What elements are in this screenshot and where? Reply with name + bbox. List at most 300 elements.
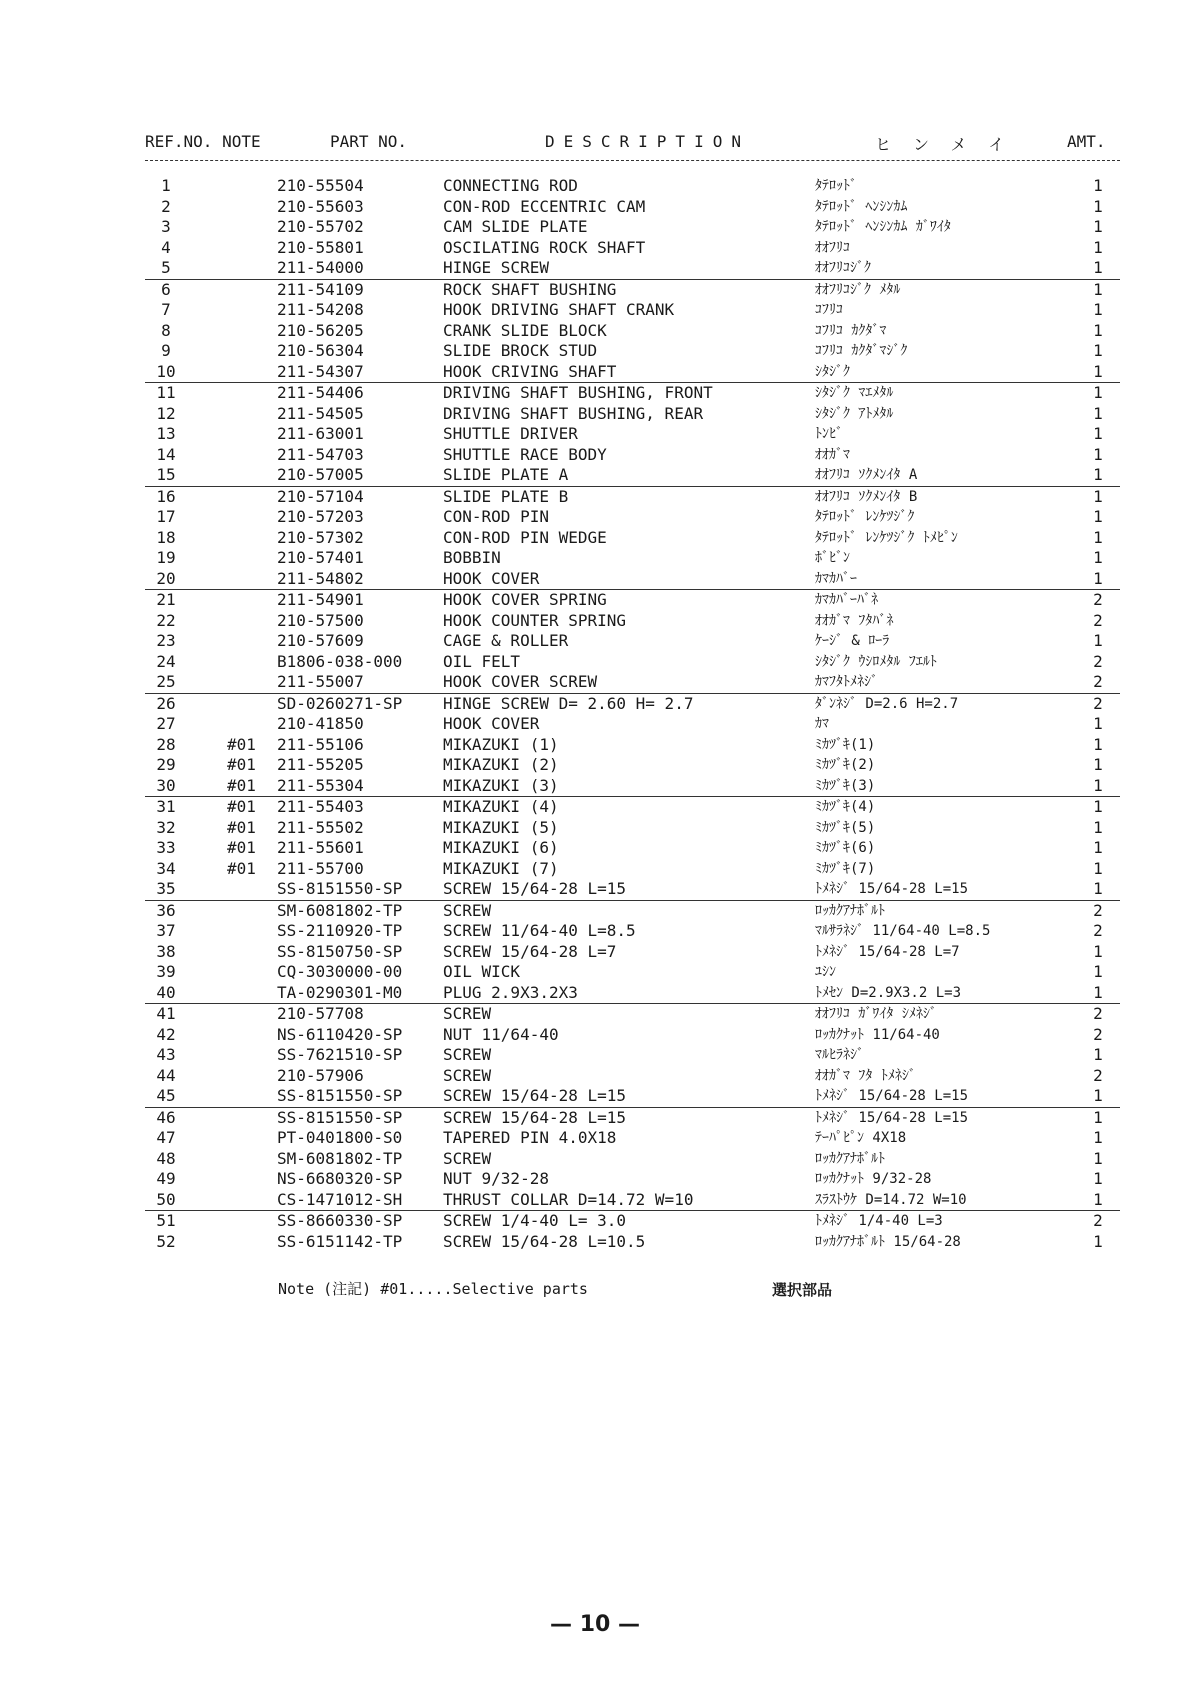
header-description: DESCRIPTION — [545, 132, 750, 151]
part-no-cell: 210-57708 — [277, 1004, 364, 1023]
amount-cell: 1 — [1093, 237, 1103, 257]
footnote-japanese: 選択部品 — [772, 1281, 833, 1299]
part-no-cell: SS-8151550-SP — [277, 1086, 403, 1105]
description-cell: PLUG 2.9X3.2X3 — [443, 982, 578, 1002]
ref-no-cell: 32 — [156, 817, 176, 837]
table-row — [145, 528, 1120, 549]
table-row — [145, 1169, 1120, 1190]
description-cell: HOOK DRIVING SHAFT CRANK — [443, 300, 675, 319]
kana-name-cell: ﾐｶﾂﾞｷ(1) — [815, 736, 876, 753]
table-row — [145, 238, 1120, 259]
amount-cell: 1 — [1093, 1189, 1103, 1209]
kana-name-cell: ｵｵﾌﾘｺ ｿｸﾒﾝｲﾀ A — [815, 467, 918, 483]
kana-name-cell: ﾄﾒﾈｼﾞ 15/64-28 L=15 — [815, 1109, 969, 1126]
part-no-cell: 210-57005 — [277, 465, 364, 484]
ref-no-cell: 38 — [156, 941, 176, 961]
amount-cell: 1 — [1093, 734, 1103, 754]
table-row — [145, 280, 1120, 301]
kana-name-cell: ｶﾏﾌﾀﾄﾒﾈｼﾞ — [815, 674, 878, 690]
ref-no-cell: 24 — [156, 651, 176, 671]
part-no-cell: 211-55106 — [277, 734, 364, 754]
part-no-cell: 211-54901 — [277, 590, 364, 609]
ref-no-cell: 25 — [156, 672, 176, 691]
part-no-cell: 211-55700 — [277, 858, 364, 878]
amount-cell: 1 — [1093, 507, 1103, 526]
kana-name-cell: ﾏﾙｻﾗﾈｼﾞ 11/64-40 L=8.5 — [815, 923, 991, 939]
table-row — [145, 797, 1120, 818]
table-row — [145, 611, 1120, 632]
table-row — [145, 672, 1120, 694]
kana-name-cell: ｶﾏｶﾊﾞｰ — [815, 570, 857, 587]
kana-name-cell: ﾎﾞﾋﾞﾝ — [815, 550, 850, 566]
table-row — [145, 1232, 1120, 1253]
kana-name-cell: ﾛｯｶｸﾅｯﾄ 9/32-28 — [815, 1171, 932, 1187]
table-row — [145, 569, 1120, 591]
amount-cell: 1 — [1093, 775, 1103, 795]
description-cell: SHUTTLE RACE BODY — [443, 444, 607, 464]
ref-no-cell: 5 — [161, 258, 171, 277]
part-no-cell: 211-55205 — [277, 755, 364, 774]
table-row — [145, 859, 1120, 880]
part-no-cell: SS-8151550-SP — [277, 1107, 403, 1127]
ref-no-cell: 40 — [156, 982, 176, 1002]
ref-no-cell: 49 — [156, 1169, 176, 1188]
description-cell: HOOK CRIVING SHAFT — [443, 361, 617, 381]
ref-no-cell: 14 — [156, 444, 176, 464]
table-row — [145, 300, 1120, 321]
table-row — [145, 321, 1120, 342]
description-cell: CONNECTING ROD — [443, 176, 578, 195]
ref-no-cell: 41 — [156, 1004, 176, 1023]
ref-no-cell: 17 — [156, 507, 176, 526]
amount-cell: 1 — [1093, 568, 1103, 588]
part-no-cell: SS-8151550-SP — [277, 879, 403, 898]
kana-name-cell: ｹｰｼﾞ & ﾛｰﾗ — [815, 633, 890, 649]
part-no-cell: NS-6110420-SP — [277, 1024, 403, 1044]
table-row — [145, 1004, 1120, 1025]
part-no-cell: SS-6151142-TP — [277, 1231, 403, 1251]
amount-cell: 1 — [1093, 217, 1103, 236]
kana-name-cell: ﾛｯｶｸﾅｯﾄ 11/64-40 — [815, 1026, 940, 1043]
kana-name-cell: ﾀﾃﾛｯﾄﾞ ﾍﾝｼﾝｶﾑ ｶﾞﾜｲﾀ — [815, 219, 951, 235]
part-no-cell: B1806-038-000 — [277, 651, 403, 671]
parts-table — [145, 176, 1120, 1252]
table-row — [145, 1086, 1120, 1108]
amount-cell: 1 — [1093, 941, 1103, 961]
amount-cell: 1 — [1093, 548, 1103, 567]
kana-name-cell: ｺﾌﾘｺ ｶｸﾀﾞﾏ — [815, 322, 887, 339]
description-cell: SCREW 11/64-40 L=8.5 — [443, 921, 636, 940]
part-no-cell: 210-55702 — [277, 217, 364, 236]
table-row — [145, 818, 1120, 839]
kana-name-cell: ﾄﾒﾈｼﾞ 15/64-28 L=15 — [815, 1088, 969, 1104]
part-no-cell: SM-6081802-TP — [277, 900, 403, 920]
kana-name-cell: ｶﾏ — [815, 716, 829, 732]
table-row — [145, 465, 1120, 487]
table-row — [145, 735, 1120, 756]
ref-no-cell: 46 — [156, 1107, 176, 1127]
amount-cell: 1 — [1093, 424, 1103, 443]
table-row — [145, 694, 1120, 715]
description-cell: HOOK COVER — [443, 568, 540, 588]
amount-cell: 1 — [1093, 879, 1103, 898]
description-cell: HOOK COUNTER SPRING — [443, 610, 627, 630]
description-cell: MIKAZUKI (6) — [443, 838, 559, 857]
table-row — [145, 445, 1120, 466]
description-cell: SCREW 15/64-28 L=15 — [443, 1107, 627, 1127]
description-cell: SLIDE PLATE B — [443, 486, 569, 506]
description-cell: SCREW — [443, 1065, 492, 1085]
amount-cell: 2 — [1093, 1211, 1103, 1230]
part-no-cell: 210-57500 — [277, 610, 364, 630]
ref-no-cell: 44 — [156, 1065, 176, 1085]
table-row — [145, 341, 1120, 362]
table-row — [145, 921, 1120, 942]
kana-name-cell: ｵｵﾌﾘｺｼﾞｸ — [815, 260, 871, 276]
page-number: — 10 — — [550, 1612, 640, 1637]
table-row — [145, 176, 1120, 197]
kana-name-cell: ﾀﾃﾛｯﾄﾞ — [815, 178, 857, 194]
part-no-cell: 210-57401 — [277, 548, 364, 567]
kana-name-cell: ｺﾌﾘｺ ｶｸﾀﾞﾏｼﾞｸ — [815, 343, 908, 359]
amount-cell: 2 — [1093, 921, 1103, 940]
note-cell: #01 — [227, 858, 256, 878]
kana-name-cell: ｵｵｶﾞﾏ ﾌﾀ ﾄﾒﾈｼﾞ — [815, 1067, 916, 1084]
part-no-cell: 211-54802 — [277, 568, 364, 588]
description-cell: CAGE & ROLLER — [443, 631, 569, 650]
amount-cell: 2 — [1093, 1065, 1103, 1085]
amount-cell: 1 — [1093, 631, 1103, 650]
amount-cell: 1 — [1093, 258, 1103, 277]
part-no-cell: 210-56205 — [277, 320, 364, 340]
part-no-cell: 210-56304 — [277, 341, 364, 360]
amount-cell: 1 — [1093, 982, 1103, 1002]
kana-name-cell: ﾐｶﾂﾞｷ(6) — [815, 840, 876, 856]
kana-name-cell: ﾛｯｶｸｱﾅﾎﾞﾙﾄ 15/64-28 — [815, 1233, 961, 1250]
note-cell: #01 — [227, 775, 256, 795]
table-row — [145, 879, 1120, 901]
amount-cell: 1 — [1093, 1169, 1103, 1188]
ref-no-cell: 15 — [156, 465, 176, 484]
table-row — [145, 1066, 1120, 1087]
description-cell: SCREW — [443, 1004, 492, 1023]
note-cell: #01 — [227, 734, 256, 754]
ref-no-cell: 33 — [156, 838, 176, 857]
part-no-cell: SS-2110920-TP — [277, 921, 403, 940]
description-cell: OIL WICK — [443, 962, 521, 981]
description-cell: SCREW 1/4-40 L= 3.0 — [443, 1211, 627, 1230]
part-no-cell: 211-54505 — [277, 403, 364, 423]
description-cell: SLIDE BROCK STUD — [443, 341, 598, 360]
part-no-cell: 210-57906 — [277, 1065, 364, 1085]
ref-no-cell: 13 — [156, 424, 176, 443]
description-cell: SCREW 15/64-28 L=7 — [443, 941, 617, 961]
ref-no-cell: 11 — [156, 383, 176, 402]
ref-no-cell: 28 — [156, 734, 176, 754]
ref-no-cell: 35 — [156, 879, 176, 898]
header-divider — [145, 160, 1120, 161]
table-row — [145, 755, 1120, 776]
table-row — [145, 548, 1120, 569]
header-ref-note: REF.NO. NOTE — [145, 132, 261, 151]
description-cell: SLIDE PLATE A — [443, 465, 569, 484]
part-no-cell: SM-6081802-TP — [277, 1148, 403, 1168]
kana-name-cell: ｼﾀｼﾞｸ ｱﾄﾒﾀﾙ — [815, 405, 894, 422]
description-cell: ROCK SHAFT BUSHING — [443, 279, 617, 299]
table-row — [145, 1108, 1120, 1129]
amount-cell: 1 — [1093, 486, 1103, 506]
kana-name-cell: ﾐｶﾂﾞｷ(2) — [815, 757, 876, 773]
description-cell: MIKAZUKI (2) — [443, 755, 559, 774]
amount-cell: 1 — [1093, 527, 1103, 547]
amount-cell: 1 — [1093, 755, 1103, 774]
amount-cell: 1 — [1093, 403, 1103, 423]
part-no-cell: 211-63001 — [277, 424, 364, 443]
kana-name-cell: ｽﾗｽﾄｳｹ D=14.72 W=10 — [815, 1191, 967, 1208]
note-cell: #01 — [227, 838, 256, 857]
amount-cell: 2 — [1093, 672, 1103, 691]
table-row — [145, 776, 1120, 798]
kana-name-cell: ﾐｶﾂﾞｷ(7) — [815, 860, 876, 877]
table-row — [145, 1025, 1120, 1046]
ref-no-cell: 23 — [156, 631, 176, 650]
kana-name-cell: ｼﾀｼﾞｸ ｳｼﾛﾒﾀﾙ ﾌｴﾙﾄ — [815, 653, 937, 670]
kana-name-cell: ﾏﾙﾋﾗﾈｼﾞ — [815, 1047, 864, 1063]
kana-name-cell: ﾄﾝﾋﾞ — [815, 426, 843, 442]
description-cell: OIL FELT — [443, 651, 521, 671]
ref-no-cell: 7 — [161, 300, 171, 319]
description-cell: SCREW — [443, 1045, 492, 1064]
part-no-cell: CS-1471012-SH — [277, 1189, 403, 1209]
amount-cell: 1 — [1093, 383, 1103, 402]
part-no-cell: 211-54109 — [277, 279, 364, 299]
kana-name-cell: ﾃｰﾊﾟﾋﾟﾝ 4X18 — [815, 1130, 907, 1146]
ref-no-cell: 37 — [156, 921, 176, 940]
amount-cell: 1 — [1093, 444, 1103, 464]
amount-cell: 1 — [1093, 1086, 1103, 1105]
kana-name-cell: ｺﾌﾘｺ — [815, 302, 843, 318]
kana-name-cell: ﾐｶﾂﾞｷ(3) — [815, 777, 876, 794]
header-amount: AMT. — [1067, 132, 1106, 151]
kana-name-cell: ｼﾀｼﾞｸ — [815, 363, 850, 380]
ref-no-cell: 42 — [156, 1024, 176, 1044]
description-cell: BOBBIN — [443, 548, 501, 567]
description-cell: SCREW — [443, 900, 492, 920]
part-no-cell: PT-0401800-S0 — [277, 1128, 403, 1147]
amount-cell: 1 — [1093, 465, 1103, 484]
amount-cell: 1 — [1093, 1045, 1103, 1064]
ref-no-cell: 50 — [156, 1189, 176, 1209]
kana-name-cell: ﾛｯｶｸｱﾅﾎﾞﾙﾄ — [815, 902, 885, 919]
note-cell: #01 — [227, 755, 256, 774]
amount-cell: 1 — [1093, 962, 1103, 981]
ref-no-cell: 48 — [156, 1148, 176, 1168]
kana-name-cell: ﾐｶﾂﾞｷ(4) — [815, 799, 876, 815]
part-no-cell: 211-54406 — [277, 383, 364, 402]
description-cell: MIKAZUKI (7) — [443, 858, 559, 878]
part-no-cell: 211-54000 — [277, 258, 364, 277]
part-no-cell: TA-0290301-M0 — [277, 982, 403, 1002]
description-cell: TAPERED PIN 4.0X18 — [443, 1128, 617, 1147]
part-no-cell: 210-55801 — [277, 237, 364, 257]
description-cell: HOOK COVER SPRING — [443, 590, 607, 609]
description-cell: SHUTTLE DRIVER — [443, 424, 578, 443]
table-row — [145, 1128, 1120, 1149]
part-no-cell: SS-8660330-SP — [277, 1211, 403, 1230]
amount-cell: 2 — [1093, 900, 1103, 920]
kana-name-cell: ｵｵﾌﾘｺ ｿｸﾒﾝｲﾀ B — [815, 488, 918, 505]
description-cell: MIKAZUKI (4) — [443, 797, 559, 816]
description-cell: CON-ROD PIN — [443, 507, 549, 526]
part-no-cell: 211-54208 — [277, 300, 364, 319]
table-row — [145, 1211, 1120, 1232]
ref-no-cell: 10 — [156, 361, 176, 381]
ref-no-cell: 12 — [156, 403, 176, 423]
part-no-cell: 210-57302 — [277, 527, 364, 547]
ref-no-cell: 36 — [156, 900, 176, 920]
table-row — [145, 901, 1120, 922]
amount-cell: 1 — [1093, 279, 1103, 299]
kana-name-cell: ﾄﾒﾈｼﾞ 15/64-28 L=15 — [815, 881, 969, 897]
part-no-cell: 210-57104 — [277, 486, 364, 506]
part-no-cell: 211-55007 — [277, 672, 364, 691]
part-no-cell: SS-8150750-SP — [277, 941, 403, 961]
part-no-cell: 211-55601 — [277, 838, 364, 857]
amount-cell: 2 — [1093, 610, 1103, 630]
ref-no-cell: 51 — [156, 1211, 176, 1230]
table-row — [145, 838, 1120, 859]
kana-name-cell: ﾄﾒｾﾝ D=2.9X3.2 L=3 — [815, 984, 962, 1001]
amount-cell: 1 — [1093, 341, 1103, 360]
description-cell: OSCILATING ROCK SHAFT — [443, 237, 646, 257]
ref-no-cell: 8 — [161, 320, 171, 340]
amount-cell: 2 — [1093, 1004, 1103, 1023]
kana-name-cell: ﾀﾃﾛｯﾄﾞ ﾚﾝｹﾂｼﾞｸ ﾄﾒﾋﾟﾝ — [815, 529, 958, 546]
description-cell: DRIVING SHAFT BUSHING, FRONT — [443, 383, 713, 402]
part-no-cell: 210-41850 — [277, 714, 364, 733]
amount-cell: 1 — [1093, 320, 1103, 340]
ref-no-cell: 3 — [161, 217, 171, 236]
description-cell: SCREW 15/64-28 L=15 — [443, 1086, 627, 1105]
ref-no-cell: 2 — [161, 196, 171, 216]
description-cell: MIKAZUKI (1) — [443, 734, 559, 754]
amount-cell: 1 — [1093, 1107, 1103, 1127]
amount-cell: 1 — [1093, 176, 1103, 195]
amount-cell: 1 — [1093, 1231, 1103, 1251]
part-no-cell: 211-54703 — [277, 444, 364, 464]
table-row — [145, 631, 1120, 652]
amount-cell: 2 — [1093, 693, 1103, 713]
part-no-cell: CQ-3030000-00 — [277, 962, 403, 981]
description-cell: NUT 11/64-40 — [443, 1024, 559, 1044]
amount-cell: 1 — [1093, 858, 1103, 878]
table-row — [145, 197, 1120, 218]
ref-no-cell: 22 — [156, 610, 176, 630]
kana-name-cell: ﾀﾃﾛｯﾄﾞ ﾍﾝｼﾝｶﾑ — [815, 198, 908, 215]
part-no-cell: 210-55603 — [277, 196, 364, 216]
description-cell: CON-ROD ECCENTRIC CAM — [443, 196, 646, 216]
kana-name-cell: ｼﾀｼﾞｸ ﾏｴﾒﾀﾙ — [815, 385, 894, 401]
table-row — [145, 962, 1120, 983]
description-cell: MIKAZUKI (5) — [443, 817, 559, 837]
description-cell: HOOK COVER — [443, 714, 540, 733]
part-no-cell: 211-55304 — [277, 775, 364, 795]
table-row — [145, 424, 1120, 445]
ref-no-cell: 16 — [156, 486, 176, 506]
amount-cell: 1 — [1093, 361, 1103, 381]
ref-no-cell: 45 — [156, 1086, 176, 1105]
table-row — [145, 1149, 1120, 1170]
description-cell: SCREW 15/64-28 L=15 — [443, 879, 627, 898]
ref-no-cell: 39 — [156, 962, 176, 981]
table-row — [145, 590, 1120, 611]
ref-no-cell: 4 — [161, 237, 171, 257]
amount-cell: 1 — [1093, 196, 1103, 216]
table-row — [145, 217, 1120, 238]
part-no-cell: NS-6680320-SP — [277, 1169, 403, 1188]
table-row — [145, 383, 1120, 404]
part-no-cell: 211-55502 — [277, 817, 364, 837]
table-row — [145, 404, 1120, 425]
ref-no-cell: 26 — [156, 693, 176, 713]
table-row — [145, 942, 1120, 963]
kana-name-cell: ﾄﾒﾈｼﾞ 1/4-40 L=3 — [815, 1213, 943, 1229]
ref-no-cell: 52 — [156, 1231, 176, 1251]
part-no-cell: 211-55403 — [277, 797, 364, 816]
table-row — [145, 983, 1120, 1005]
amount-cell: 2 — [1093, 651, 1103, 671]
header-part-no: PART NO. — [330, 132, 408, 151]
table-row — [145, 487, 1120, 508]
part-no-cell: 210-55504 — [277, 176, 364, 195]
part-no-cell: 211-54307 — [277, 361, 364, 381]
amount-cell: 1 — [1093, 300, 1103, 319]
kana-name-cell: ﾀﾞﾝﾈｼﾞ D=2.6 H=2.7 — [815, 695, 959, 712]
note-cell: #01 — [227, 797, 256, 816]
kana-name-cell: ﾛｯｶｸｱﾅﾎﾞﾙﾄ — [815, 1150, 885, 1167]
part-no-cell: 210-57609 — [277, 631, 364, 650]
part-no-cell: SS-7621510-SP — [277, 1045, 403, 1064]
table-row — [145, 258, 1120, 280]
description-cell: CAM SLIDE PLATE — [443, 217, 588, 236]
amount-cell: 1 — [1093, 797, 1103, 816]
description-cell: MIKAZUKI (3) — [443, 775, 559, 795]
ref-no-cell: 43 — [156, 1045, 176, 1064]
amount-cell: 1 — [1093, 817, 1103, 837]
ref-no-cell: 6 — [161, 279, 171, 299]
amount-cell: 2 — [1093, 1024, 1103, 1044]
description-cell: THRUST COLLAR D=14.72 W=10 — [443, 1189, 694, 1209]
ref-no-cell: 19 — [156, 548, 176, 567]
part-no-cell: SD-0260271-SP — [277, 693, 403, 713]
description-cell: HINGE SCREW D= 2.60 H= 2.7 — [443, 693, 694, 713]
amount-cell: 1 — [1093, 714, 1103, 733]
amount-cell: 1 — [1093, 1128, 1103, 1147]
description-cell: NUT 9/32-28 — [443, 1169, 549, 1188]
description-cell: HINGE SCREW — [443, 258, 549, 277]
table-row — [145, 1045, 1120, 1066]
amount-cell: 2 — [1093, 590, 1103, 609]
ref-no-cell: 34 — [156, 858, 176, 878]
header-kana: ヒンメイ — [875, 135, 1027, 154]
ref-no-cell: 9 — [161, 341, 171, 360]
ref-no-cell: 47 — [156, 1128, 176, 1147]
table-row — [145, 1190, 1120, 1212]
table-row — [145, 714, 1120, 735]
description-cell: CON-ROD PIN WEDGE — [443, 527, 607, 547]
description-cell: CRANK SLIDE BLOCK — [443, 320, 607, 340]
description-cell: SCREW — [443, 1148, 492, 1168]
